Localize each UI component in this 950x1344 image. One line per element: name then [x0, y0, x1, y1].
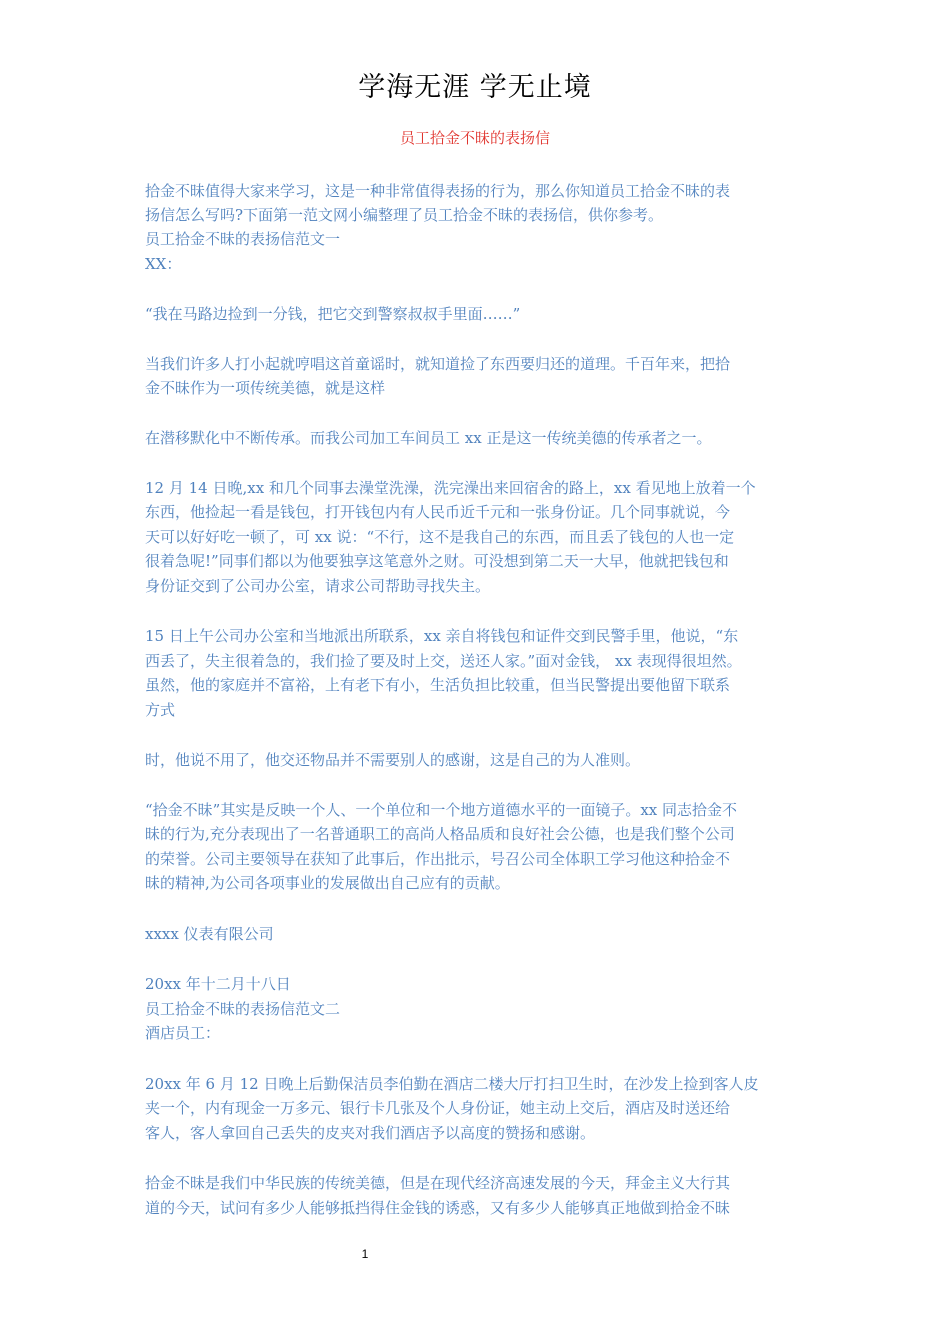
document-title: 员工拾金不昧的表扬信: [399, 129, 550, 147]
body-line: 方式: [145, 701, 176, 719]
body-line: 20xx 年 6 月 12 日晚上后勤保洁员李伯勤在酒店二楼大厅打扫卫生时，在沙发上捡到客人皮: [145, 1075, 759, 1093]
body-line: 昧的精神,为公司各项事业的发展做出自己应有的贡献。: [145, 874, 510, 892]
body-line: 酒店员工：: [145, 1024, 221, 1042]
body-line: 20xx 年十二月十八日: [145, 975, 291, 993]
body-line: 当我们许多人打小起就哼唱这首童谣时，就知道捡了东西要归还的道理。千百年来，把拾: [145, 355, 731, 373]
body-line: 员工拾金不昧的表扬信范文二: [145, 1000, 341, 1018]
body-line: “拾金不昧”其实是反映一个人、一个单位和一个地方道德水平的一面镜子。xx 同志拾金不: [145, 801, 738, 819]
body-line: 拾金不昧是我们中华民族的传统美德，但是在现代经济高速发展的今天，拜金主义大行其: [145, 1174, 731, 1192]
body-line: 15 日上午公司办公室和当地派出所联系，xx 亲自将钱包和证件交到民警手里，他说，“东: [145, 627, 739, 645]
body-line: 西丢了，失主很着急的，我们捡了要及时上交，送还人家。”面对金钱， xx 表现得很坦然。: [145, 652, 742, 670]
body-line: 虽然，他的家庭并不富裕，上有老下有小，生活负担比较重，但当民警提出要他留下联系: [145, 676, 731, 694]
body-line: 身份证交到了公司办公室，请求公司帮助寻找失主。: [145, 577, 491, 595]
body-line: 道的今天，试问有多少人能够抵挡得住金钱的诱惑，又有多少人能够真正地做到拾金不昧: [145, 1199, 731, 1217]
page-number: 1: [361, 1247, 369, 1261]
body-line: 很着急呢!”同事们都以为他要独享这笔意外之财。可没想到第二天一大早，他就把钱包和: [145, 552, 729, 570]
body-line: 客人，客人拿回自己丢失的皮夹对我们酒店予以高度的赞扬和感谢。: [145, 1124, 596, 1142]
body-line: 的荣誉。公司主要领导在获知了此事后，作出批示，号召公司全体职工学习他这种拾金不: [145, 850, 731, 868]
body-line: 员工拾金不昧的表扬信范文一: [145, 230, 341, 248]
body-line: 12 月 14 日晚,xx 和几个同事去澡堂洗澡，洗完澡出来回宿舍的路上，xx 看见地上放着一个: [145, 479, 756, 497]
body-line: 拾金不昧值得大家来学习，这是一种非常值得表扬的行为，那么你知道员工拾金不昧的表: [145, 182, 731, 200]
body-line: 时，他说不用了，他交还物品并不需要别人的感谢，这是自己的为人准则。: [145, 751, 641, 769]
body-line: XX：: [145, 255, 182, 273]
body-line: 金不昧作为一项传统美德，就是这样: [145, 379, 386, 397]
body-line: 扬信怎么写吗?下面第一范文网小编整理了员工拾金不昧的表扬信，供你参考。: [145, 206, 664, 224]
body-line: “我在马路边捡到一分钱，把它交到警察叔叔手里面……”: [145, 305, 521, 323]
page-header: 学海无涯 学无止境: [358, 72, 592, 103]
body-line: 昧的行为,充分表现出了一名普通职工的高尚人格品质和良好社会公德，也是我们整个公司: [145, 825, 735, 843]
body-line: 在潜移默化中不断传承。而我公司加工车间员工 xx 正是这一传统美德的传承者之一。: [145, 429, 712, 447]
body-line: xxxx 仪表有限公司: [145, 925, 274, 943]
body-line: 东西，他捡起一看是钱包，打开钱包内有人民币近千元和一张身份证。几个同事就说，今: [145, 503, 731, 521]
body-line: 夹一个，内有现金一万多元、银行卡几张及个人身份证，她主动上交后，酒店及时送还给: [145, 1099, 731, 1117]
body-line: 天可以好好吃一顿了，可 xx 说：“不行，这不是我自己的东西，而且丢了钱包的人也一定: [145, 528, 735, 546]
